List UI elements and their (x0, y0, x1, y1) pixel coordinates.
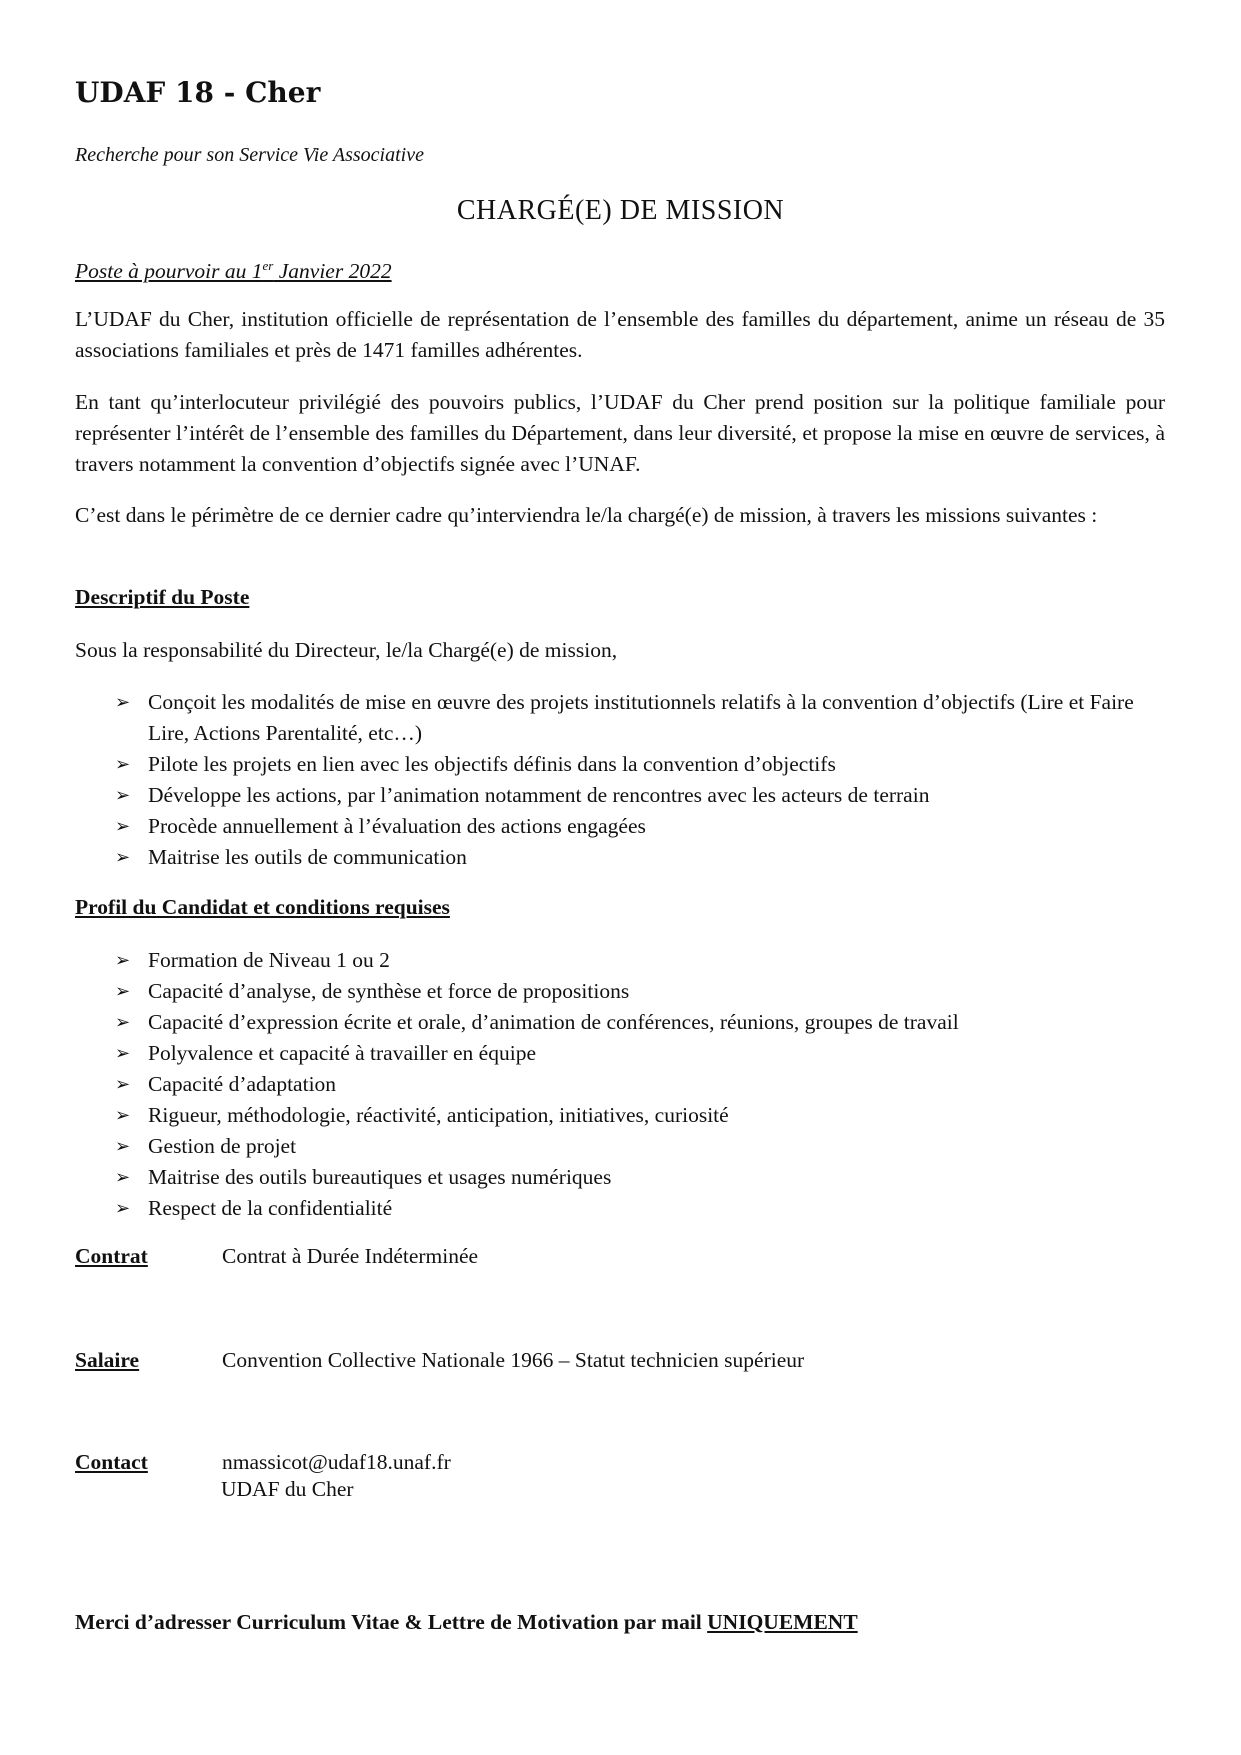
salary-label: Salaire (75, 1348, 140, 1372)
arrowhead-bullet-icon: ➢ (115, 1105, 131, 1126)
list-item-text: Conçoit les modalités de mise en œuvre des projets institutionnels relatifs à la convention d’objectifs (Lire et Faire Lire, Actions Parentalité, etc…) (148, 690, 1134, 745)
list-item-text: Respect de la confidentialité (148, 1196, 393, 1220)
list-item-text: Capacité d’analyse, de synthèse et force de propositions (148, 979, 630, 1003)
start-date (75, 256, 392, 287)
section-heading-profile: Profil du Candidat et conditions requises (75, 895, 450, 919)
contract-value: Contrat à Durée Indéterminée (222, 1244, 479, 1268)
list-item-text: Rigueur, méthodologie, réactivité, anticipation, initiatives, curiosité (148, 1103, 729, 1127)
start-date-suffix: Janvier 2022 (273, 259, 392, 283)
list-item (115, 1131, 1165, 1162)
list-item-text: Développe les actions, par l’animation notamment de rencontres avec les acteurs de terrain (148, 783, 930, 807)
paragraph-intro: L’UDAF du Cher, institution officielle de représentation de l’ensemble des familles du département, anime un réseau de 35 associations familiales et près de 1471 familles adhérentes. (75, 307, 1165, 362)
list-item-text: Maitrise des outils bureautiques et usages numériques (148, 1165, 612, 1189)
start-date-prefix: Poste à pourvoir au 1 (75, 259, 263, 283)
arrowhead-bullet-icon: ➢ (115, 816, 131, 837)
section-heading-description: Descriptif du Poste (75, 585, 250, 609)
list-item-text: Capacité d’adaptation (148, 1072, 337, 1096)
closing-text: Merci d’adresser Curriculum Vitae & Lettre de Motivation par mail (75, 1610, 708, 1634)
arrowhead-bullet-icon: ➢ (115, 785, 131, 806)
list-item (115, 842, 1165, 873)
list-item-text: Polyvalence et capacité à travailler en équipe (148, 1041, 536, 1065)
contact-email[interactable]: nmassicot@udaf18.unaf.fr (222, 1450, 451, 1474)
contact-label: Contact (75, 1450, 148, 1474)
contract-label: Contrat (75, 1244, 148, 1268)
arrowhead-bullet-icon: ➢ (115, 981, 131, 1002)
arrowhead-bullet-icon: ➢ (115, 1198, 131, 1219)
list-item (115, 1162, 1165, 1193)
arrowhead-bullet-icon: ➢ (115, 692, 131, 713)
closing-instruction (75, 1607, 858, 1638)
list-item (115, 1193, 1165, 1224)
duties-list (115, 687, 1165, 873)
list-item (115, 976, 1165, 1007)
arrowhead-bullet-icon: ➢ (115, 754, 131, 775)
arrowhead-bullet-icon: ➢ (115, 950, 131, 971)
intro-line: Recherche pour son Service Vie Associative (75, 144, 424, 166)
list-item (115, 1007, 1165, 1038)
organization-title: UDAF 18 - Cher (75, 76, 321, 109)
list-item-text: Procède annuellement à l’évaluation des actions engagées (148, 814, 646, 838)
list-item (115, 1100, 1165, 1131)
list-item (115, 749, 1165, 780)
arrowhead-bullet-icon: ➢ (115, 1136, 131, 1157)
arrowhead-bullet-icon: ➢ (115, 1043, 131, 1064)
arrowhead-bullet-icon: ➢ (115, 847, 131, 868)
job-title: CHARGÉ(E) DE MISSION (456, 195, 785, 226)
list-item (115, 1038, 1165, 1069)
paragraph-scope: C’est dans le périmètre de ce dernier cadre qu’interviendra le/la chargé(e) de mission, à travers les missions suivantes : (75, 503, 1098, 527)
list-item (115, 1069, 1165, 1100)
profile-list (115, 945, 1165, 1224)
arrowhead-bullet-icon: ➢ (115, 1074, 131, 1095)
responsibility-line: Sous la responsabilité du Directeur, le/la Chargé(e) de mission, (75, 638, 618, 662)
list-item-text: Maitrise les outils de communication (148, 845, 467, 869)
closing-emphasis: UNIQUEMENT (707, 1610, 858, 1634)
salary-value: Convention Collective Nationale 1966 – Statut technicien supérieur (222, 1348, 805, 1372)
paragraph-role: En tant qu’interlocuteur privilégié des pouvoirs publics, l’UDAF du Cher prend position sur la politique familiale pour représenter l’intérêt de l’ensemble des familles du Département, dans leur diversité, et propose la mise en œuvre de services, à travers notamment la convention d’objectifs signée avec l’UNAF. (75, 390, 1165, 476)
list-item (115, 811, 1165, 842)
arrowhead-bullet-icon: ➢ (115, 1167, 131, 1188)
list-item-text: Pilote les projets en lien avec les objectifs définis dans la convention d’objectifs (148, 752, 836, 776)
contact-organization: UDAF du Cher (221, 1477, 354, 1501)
list-item-text: Capacité d’expression écrite et orale, d’animation de conférences, réunions, groupes de travail (148, 1010, 959, 1034)
list-item-text: Formation de Niveau 1 ou 2 (148, 948, 390, 972)
list-item-text: Gestion de projet (148, 1134, 297, 1158)
start-date-sup: er (262, 257, 274, 273)
list-item (115, 780, 1165, 811)
list-item (115, 687, 1165, 749)
arrowhead-bullet-icon: ➢ (115, 1012, 131, 1033)
list-item (115, 945, 1165, 976)
